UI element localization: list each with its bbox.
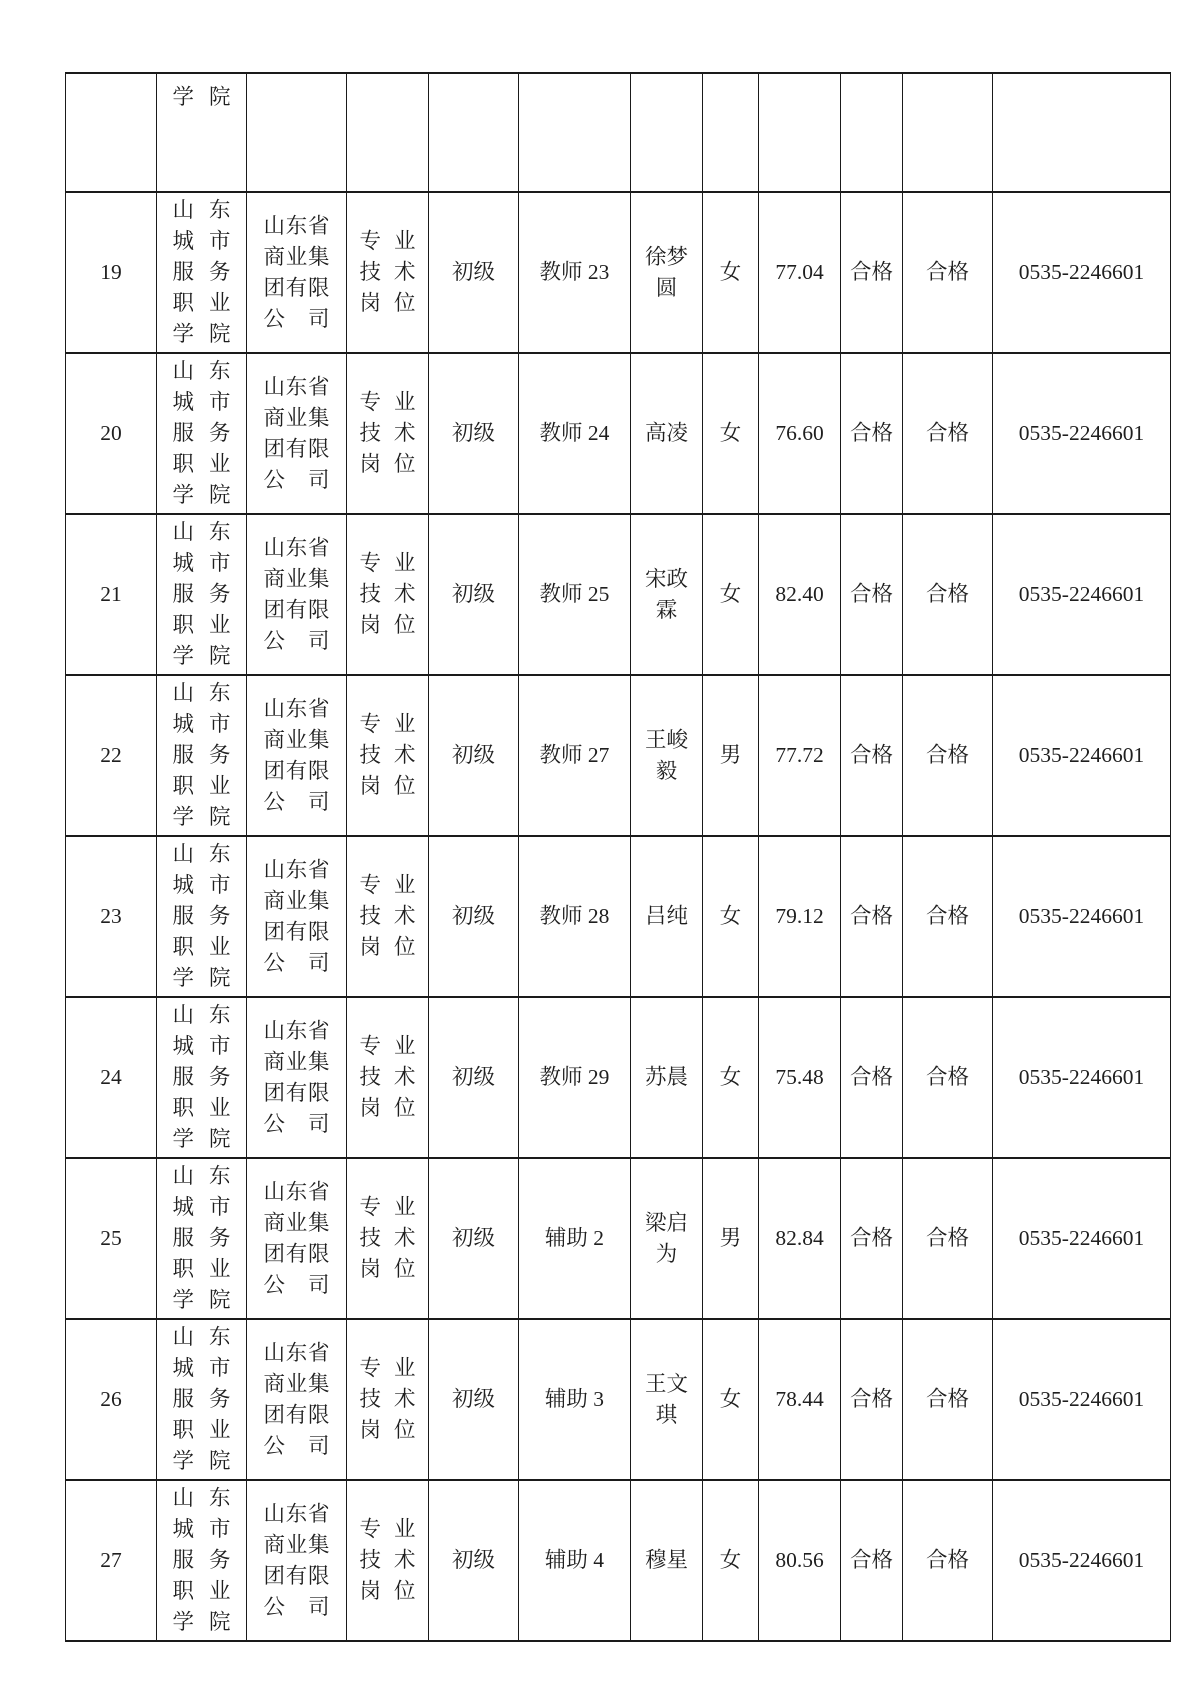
cell-score: 80.56: [759, 1480, 841, 1641]
table-row: [66, 675, 1171, 836]
cell-candidate-name: 王峻毅: [631, 675, 703, 836]
cell-gender: 女: [703, 836, 759, 997]
cell-inspection-result: [903, 73, 993, 192]
cell-inspection-result: 合格: [903, 1158, 993, 1319]
cell-gender: 女: [703, 997, 759, 1158]
cell-inspection-result: 合格: [903, 997, 993, 1158]
cell-candidate-name: 梁启为: [631, 1158, 703, 1319]
cell-post-level: [429, 73, 519, 192]
cell-gender: 女: [703, 514, 759, 675]
cell-post-category: 专业技术岗位: [347, 192, 429, 353]
cell-physical-exam-result: 合格: [841, 514, 903, 675]
cell-candidate-name: 王文琪: [631, 1319, 703, 1480]
cell-college-name: 山东城市服务职业学院: [157, 836, 247, 997]
cell-physical-exam-result: [841, 73, 903, 192]
cell-supervising-company: 山东省商业集团有限公司: [247, 514, 347, 675]
cell-score: 82.40: [759, 514, 841, 675]
cell-contact-phone: 0535-2246601: [993, 997, 1171, 1158]
results-table: [65, 72, 1171, 1642]
cell-post-level: 初级: [429, 353, 519, 514]
cell-row-number: 22: [66, 675, 157, 836]
cell-candidate-name: 吕纯: [631, 836, 703, 997]
cell-gender: 女: [703, 1319, 759, 1480]
cell-contact-phone: 0535-2246601: [993, 1319, 1171, 1480]
cell-supervising-company: 山东省商业集团有限公司: [247, 1480, 347, 1641]
cell-contact-phone: 0535-2246601: [993, 353, 1171, 514]
cell-score: 77.72: [759, 675, 841, 836]
cell-gender: 男: [703, 1158, 759, 1319]
cell-post-name: 教师 25: [519, 514, 631, 675]
cell-college-name: 山东城市服务职业学院: [157, 1319, 247, 1480]
cell-college-name: 山东城市服务职业学院: [157, 514, 247, 675]
table-row: [66, 192, 1171, 353]
cell-score: [759, 73, 841, 192]
cell-post-category: 专业技术岗位: [347, 836, 429, 997]
cell-contact-phone: 0535-2246601: [993, 675, 1171, 836]
cell-row-number: [66, 73, 157, 192]
cell-supervising-company: 山东省商业集团有限公司: [247, 1158, 347, 1319]
cell-supervising-company: 山东省商业集团有限公司: [247, 997, 347, 1158]
cell-inspection-result: 合格: [903, 1480, 993, 1641]
cell-physical-exam-result: 合格: [841, 997, 903, 1158]
cell-post-name: 辅助 4: [519, 1480, 631, 1641]
cell-post-category: [347, 73, 429, 192]
cell-college-name: 山东城市服务职业学院: [157, 192, 247, 353]
cell-candidate-name: 高凌: [631, 353, 703, 514]
cell-inspection-result: 合格: [903, 192, 993, 353]
cell-post-name: 辅助 3: [519, 1319, 631, 1480]
cell-supervising-company: 山东省商业集团有限公司: [247, 836, 347, 997]
cell-score: 77.04: [759, 192, 841, 353]
cell-post-level: 初级: [429, 836, 519, 997]
table-row: [66, 73, 1171, 192]
cell-post-name: 教师 23: [519, 192, 631, 353]
cell-supervising-company: [247, 73, 347, 192]
cell-physical-exam-result: 合格: [841, 675, 903, 836]
cell-gender: 女: [703, 192, 759, 353]
cell-physical-exam-result: 合格: [841, 192, 903, 353]
cell-inspection-result: 合格: [903, 353, 993, 514]
cell-contact-phone: 0535-2246601: [993, 192, 1171, 353]
table-row: [66, 353, 1171, 514]
cell-candidate-name: 苏晨: [631, 997, 703, 1158]
cell-row-number: 26: [66, 1319, 157, 1480]
cell-post-name: [519, 73, 631, 192]
cell-gender: 男: [703, 675, 759, 836]
cell-score: 79.12: [759, 836, 841, 997]
cell-college-name: 山东城市服务职业学院: [157, 353, 247, 514]
cell-candidate-name: 宋政霖: [631, 514, 703, 675]
cell-post-category: 专业技术岗位: [347, 1480, 429, 1641]
table-row: [66, 1158, 1171, 1319]
cell-candidate-name: 徐梦圆: [631, 192, 703, 353]
cell-gender: [703, 73, 759, 192]
cell-post-category: 专业技术岗位: [347, 1319, 429, 1480]
cell-score: 82.84: [759, 1158, 841, 1319]
cell-post-category: 专业技术岗位: [347, 353, 429, 514]
cell-college-name: 山东城市服务职业学院: [157, 997, 247, 1158]
cell-post-name: 辅助 2: [519, 1158, 631, 1319]
cell-college-name: 山东城市服务职业学院: [157, 1480, 247, 1641]
cell-post-level: 初级: [429, 192, 519, 353]
cell-supervising-company: 山东省商业集团有限公司: [247, 192, 347, 353]
cell-score: 78.44: [759, 1319, 841, 1480]
table-row: [66, 836, 1171, 997]
cell-candidate-name: [631, 73, 703, 192]
cell-post-level: 初级: [429, 675, 519, 836]
cell-post-category: 专业技术岗位: [347, 1158, 429, 1319]
cell-physical-exam-result: 合格: [841, 1319, 903, 1480]
cell-score: 75.48: [759, 997, 841, 1158]
cell-candidate-name: 穆星: [631, 1480, 703, 1641]
cell-row-number: 20: [66, 353, 157, 514]
cell-supervising-company: 山东省商业集团有限公司: [247, 1319, 347, 1480]
cell-inspection-result: 合格: [903, 675, 993, 836]
cell-post-level: 初级: [429, 1158, 519, 1319]
cell-college-name: 山东城市服务职业学院: [157, 1158, 247, 1319]
cell-contact-phone: 0535-2246601: [993, 836, 1171, 997]
cell-contact-phone: 0535-2246601: [993, 514, 1171, 675]
cell-row-number: 27: [66, 1480, 157, 1641]
cell-supervising-company: 山东省商业集团有限公司: [247, 353, 347, 514]
cell-row-number: 24: [66, 997, 157, 1158]
cell-physical-exam-result: 合格: [841, 1158, 903, 1319]
cell-gender: 女: [703, 353, 759, 514]
cell-inspection-result: 合格: [903, 836, 993, 997]
table-row: [66, 997, 1171, 1158]
cell-inspection-result: 合格: [903, 1319, 993, 1480]
cell-post-name: 教师 27: [519, 675, 631, 836]
cell-row-number: 19: [66, 192, 157, 353]
cell-post-name: 教师 29: [519, 997, 631, 1158]
cell-post-level: 初级: [429, 997, 519, 1158]
cell-post-category: 专业技术岗位: [347, 675, 429, 836]
cell-row-number: 25: [66, 1158, 157, 1319]
cell-row-number: 21: [66, 514, 157, 675]
cell-row-number: 23: [66, 836, 157, 997]
cell-post-level: 初级: [429, 1480, 519, 1641]
cell-physical-exam-result: 合格: [841, 1480, 903, 1641]
cell-physical-exam-result: 合格: [841, 353, 903, 514]
cell-contact-phone: 0535-2246601: [993, 1158, 1171, 1319]
cell-college-name: 学院: [157, 73, 247, 192]
cell-contact-phone: 0535-2246601: [993, 1480, 1171, 1641]
cell-college-name: 山东城市服务职业学院: [157, 675, 247, 836]
table-row: [66, 1319, 1171, 1480]
cell-post-level: 初级: [429, 1319, 519, 1480]
cell-post-name: 教师 28: [519, 836, 631, 997]
table-row: [66, 1480, 1171, 1641]
cell-inspection-result: 合格: [903, 514, 993, 675]
cell-post-category: 专业技术岗位: [347, 514, 429, 675]
table-row: [66, 514, 1171, 675]
cell-contact-phone: [993, 73, 1171, 192]
results-table-body: [66, 73, 1171, 1641]
cell-post-level: 初级: [429, 514, 519, 675]
cell-physical-exam-result: 合格: [841, 836, 903, 997]
cell-score: 76.60: [759, 353, 841, 514]
cell-post-name: 教师 24: [519, 353, 631, 514]
cell-post-category: 专业技术岗位: [347, 997, 429, 1158]
cell-gender: 女: [703, 1480, 759, 1641]
cell-supervising-company: 山东省商业集团有限公司: [247, 675, 347, 836]
